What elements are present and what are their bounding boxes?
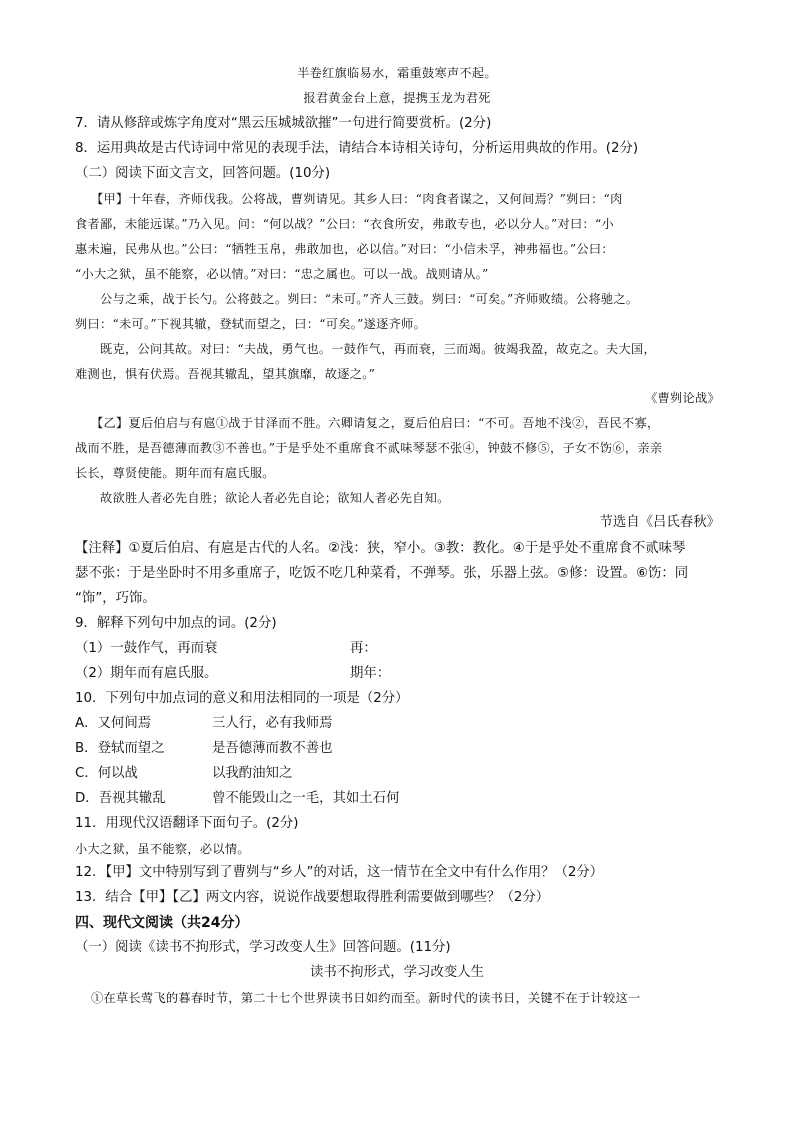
notes-line3: “饰”，巧饰。 <box>75 591 156 606</box>
poem-line-2: 报君黄金台上意，提携玉龙为君死 <box>303 91 491 105</box>
question-10-option-c-compare: 以我酌油知之 <box>212 766 293 781</box>
yi-line4: 故欲胜人者必先自胜；欲论人者必先自论；欲知人者必先自知。 <box>100 491 450 505</box>
jia-source: 《曹刿论战》 <box>645 391 720 405</box>
question-9-item-2-word: 期年： <box>350 666 391 681</box>
question-9-title: 9．解释下列句中加点的词。(2分) <box>75 616 277 631</box>
jia-para1-line2: 食者鄙，未能远谋。”乃入见。问：“何以战？”公曰：“衣食所安，弗敢专也，必以分人。”对曰：“小 <box>75 217 614 231</box>
section-4-part-1-title: （一）阅读《读书不拘形式，学习改变人生》回答问题。(11分) <box>75 940 451 955</box>
article-para-1-line-1: ①在草长莺飞的暮春时节，第二十七个世界读书日如约而至。新时代的读书日，关键不在于计较这一 <box>91 991 641 1005</box>
question-9-item-2: （2）期年而有扈氏服。 <box>75 666 218 681</box>
section-4-title: 四、现代文阅读（共24分） <box>75 915 249 931</box>
section-2-title: （二）阅读下面文言文，回答问题。(10分) <box>75 166 331 181</box>
question-11-sentence: 小大之狱，虽不能察，必以情。 <box>75 842 250 856</box>
article-title: 读书不拘形式，学习改变人生 <box>309 965 485 980</box>
jia-para1-line1: 【甲】十年春，齐师伐我。公将战，曹刿请见。其乡人曰：“肉食者谋之，又何间焉？”刿曰：“肉 <box>91 192 623 206</box>
jia-para2-line1: 公与之乘，战于长勺。公将鼓之。刿曰：“未可。”齐人三鼓。刿曰：“可矣。”齐师败绩。公将驰之。 <box>100 292 639 306</box>
question-10-option-b: B．登轼而望之 <box>75 741 165 756</box>
jia-para3-line2: 难测也，惧有伏焉。吾视其辙乱，望其旗靡，故逐之。” <box>75 367 376 381</box>
question-10-option-b-compare: 是吾德薄而教不善也 <box>212 741 333 756</box>
notes-line2: 瑟不张：于是坐卧时不用多重席子，吃饭不吃几种菜肴，不弹琴。张，乐器上弦。⑤修：设置。⑥饬：同 <box>75 566 689 581</box>
jia-para3-line1: 既克，公问其故。对曰：“夫战，勇气也。一鼓作气，再而衰，三而竭。彼竭我盈，故克之。夫大国， <box>100 342 656 356</box>
question-9-item-1: （1）一鼓作气，再而衰 <box>75 641 218 656</box>
question-10-option-c: C．何以战 <box>75 766 138 781</box>
question-10-option-d: D．吾视其辙乱 <box>75 791 166 806</box>
question-10-title: 10．下列句中加点词的意义和用法相同的一项是（2分） <box>75 691 409 706</box>
question-9-item-1-word: 再： <box>350 641 377 656</box>
question-7: 7．请从修辞或炼字角度对“黑云压城城欲摧”一句进行简要赏析。(2分) <box>75 116 492 131</box>
question-13: 13．结合【甲】【乙】两文内容，说说作战要想取得胜利需要做到哪些？（2分） <box>75 890 550 905</box>
yi-line2: 战而不胜，是吾德薄而教③不善也。”于是乎处不重席食不贰味琴瑟不张④，钟鼓不修⑤，子女不饬⑥，亲亲 <box>75 441 663 455</box>
question-11-title: 11．用现代汉语翻译下面句子。(2分) <box>75 816 299 831</box>
question-10-option-d-compare: 曾不能毁山之一毛，其如土石何 <box>212 791 400 806</box>
yi-source: 节选自《吕氏春秋》 <box>599 515 720 530</box>
question-12: 12．【甲】文中特别写到了曹刿与“乡人”的对话，这一情节在全文中有什么作用？（2分） <box>75 865 604 880</box>
poem-line-1: 半卷红旗临易水，霜重鼓寒声不起。 <box>297 66 497 80</box>
notes-line1: 【注释】①夏后伯启、有扈是古代的人名。②浅：狭，窄小。③教：教化。④于是乎处不重席食不贰味琴 <box>75 541 686 556</box>
jia-para1-line4: “小大之狱，虽不能察，必以情。”对曰：“忠之属也。可以一战。战则请从。” <box>75 267 489 281</box>
question-8: 8．运用典故是古代诗词中常见的表现手法，请结合本诗相关诗句，分析运用典故的作用。(2分) <box>75 141 639 156</box>
yi-line1: 【乙】夏后伯启与有扈①战于甘泽而不胜。六卿请复之，夏后伯启曰：“不可。吾地不浅②，吾民不寡， <box>91 416 660 430</box>
question-10-option-a-compare: 三人行，必有我师焉 <box>212 716 333 731</box>
jia-para2-line2: 刿曰：“未可。”下视其辙，登轼而望之，曰：“可矣。”遂逐齐师。 <box>75 317 427 331</box>
jia-para1-line3: 惠未遍，民弗从也。”公曰：“牺牲玉帛，弗敢加也，必以信。”对曰：“小信未孚，神弗福也。”公曰： <box>75 242 614 256</box>
yi-line3: 长长，尊贤使能。期年而有扈氏服。 <box>75 466 275 480</box>
question-10-option-a: A．又何间焉 <box>75 716 152 731</box>
